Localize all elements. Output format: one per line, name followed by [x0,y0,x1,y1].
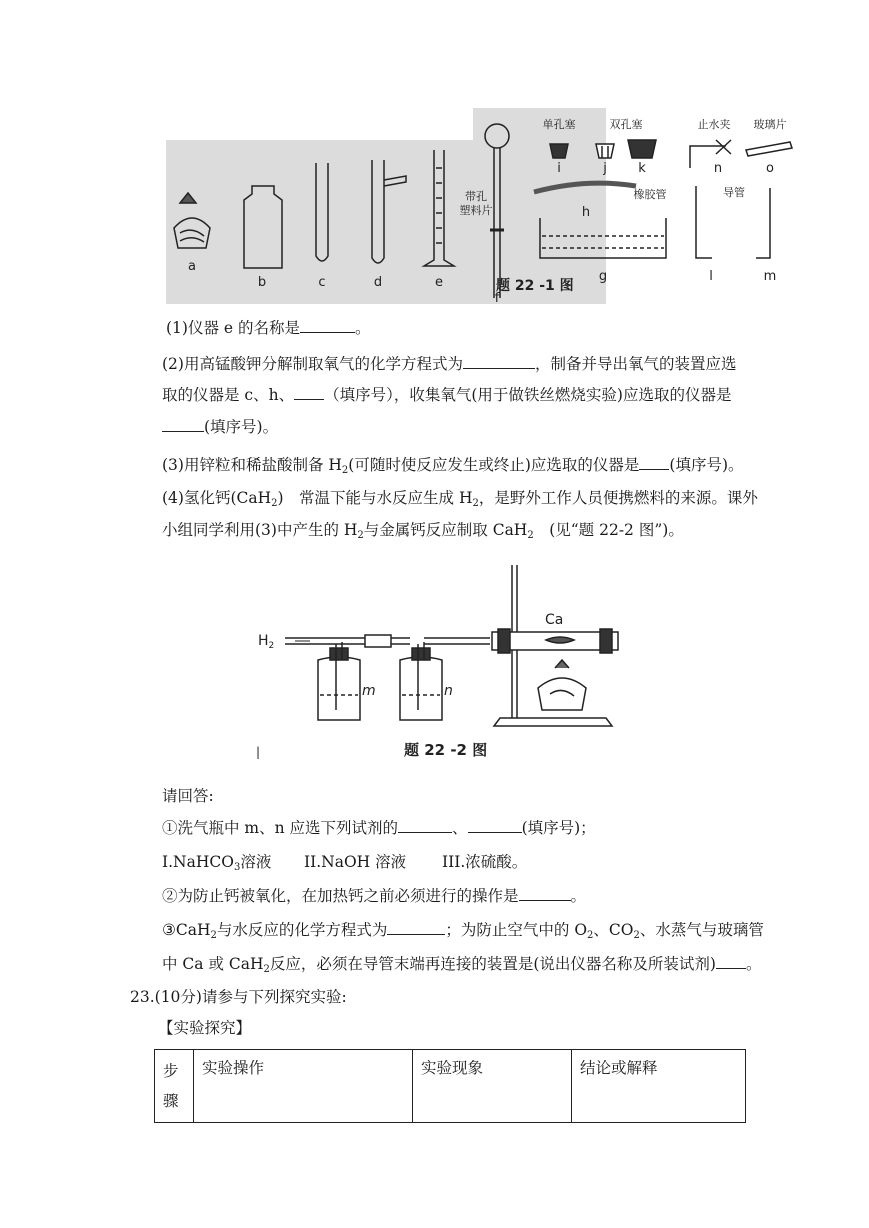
question-4-line-2: 小组同学利用(3)中产生的 $H_2$与金属钙反应制取 CaH$_2$ (见“题 22-2 图”)。 [162,521,684,541]
blank-2b[interactable] [294,385,324,400]
label-o: o [766,161,774,176]
experiment-table [154,1049,746,1123]
question-23-title: 23.(10分)请参与下列探究实验: [130,988,347,1006]
figure-22-1 [166,108,787,308]
label-perforated-plate-2: 塑料片 [459,204,493,217]
figure-22-2 [250,560,630,765]
header-phenomenon: 实验现象 [413,1050,572,1123]
blank-s3a[interactable] [387,920,445,935]
question-4-line-1: (4)氢化钙(CaH$_2$) 常温下能与水反应生成 $H_2$，是野外工作人员便携燃料的来源。课外 [162,489,758,509]
label-h2: $H_2$ [258,633,275,651]
sub-question-3-line-2: 中 Ca 或 CaH$_2$反应，必须在导管末端再连接的装置是(说出仪器名称及所装试剂) 。 [162,955,762,975]
blank-s3b[interactable] [716,954,746,969]
question-2-line-3: (填序号)。 [162,417,278,437]
label-k: k [638,161,646,176]
blank-2c[interactable] [162,417,204,432]
blank-1[interactable] [300,318,355,333]
option-3: III.浓硫酸。 [442,853,528,871]
question-3: (3)用锌粒和稀盐酸制备 $H_2$(可随时使反应发生或终止)应选取的仪器是 (填序号)。 [162,456,744,476]
section-heading: 【实验探究】 [158,1019,252,1037]
label-i: i [557,161,561,176]
label-n: n [713,161,723,176]
header-operation: 实验操作 [194,1050,413,1123]
label-c: c [318,275,326,290]
label-b: b [257,275,267,290]
label-single-stopper: 单孔塞 [542,118,576,131]
label-perforated-plate-1: 带孔 [465,190,487,203]
label-a: a [188,259,196,274]
blank-s1a[interactable] [398,818,452,833]
header-step: 步 骤 [155,1050,194,1123]
label-l: l [709,269,713,284]
label-h: h [581,205,591,220]
label-g: g [598,269,608,284]
label-ca: Ca [545,612,564,628]
blank-2a[interactable] [463,354,535,369]
sub-question-2: ②为防止钙被氧化，在加热钙之前必须进行的操作是 。 [162,887,587,905]
label-m: m [763,269,777,284]
question-2-line-1: (2)用高锰酸钾分解制取氧气的化学方程式为 ，制备并导出氧气的装置应选 [162,355,737,373]
figure-caption-22-2: 题 22 -2 图 [404,741,488,759]
blank-s2[interactable] [519,886,571,901]
label-e: e [435,275,443,290]
label-clamp: 止水夹 [697,118,731,131]
label-n: n [444,683,453,699]
figure-caption-22-1: 题 22 -1 图 [496,278,574,294]
sub-question-1: ①洗气瓶中 m、n 应选下列试剂的 、 (填序号)； [162,819,596,837]
sub-question-3-line-1: ③CaH$_2$与水反应的化学方程式为 ；为防止空气中的 $O_2$、$CO_2$、水蒸气与玻璃管 [162,921,764,941]
options [162,852,528,873]
label-d: d [373,275,383,290]
label-j: j [603,161,607,176]
table-row [155,1050,746,1123]
answer-intro: 请回答: [162,787,214,805]
blank-3[interactable] [639,455,669,470]
option-1: I.NaHCO$_3$溶液 [162,853,272,873]
label-glass-plate: 玻璃片 [753,118,787,131]
label-double-stopper: 双孔塞 [609,118,643,131]
mark: | [256,745,261,759]
label-m: m [362,683,376,699]
blank-s1b[interactable] [468,818,522,833]
label-conduit: 导管 [723,186,745,199]
label-f: f [494,291,500,306]
question-1: (1)仪器 e 的名称是 。 [166,319,371,337]
label-rubber-tube: 橡胶管 [633,188,667,201]
question-2-line-2: 取的仪器是 c、h、 （填序号），收集氧气(用于做铁丝燃烧实验)应选取的仪器是 [162,386,732,404]
header-conclusion: 结论或解释 [572,1050,746,1123]
option-2: II.NaOH 溶液 [304,853,407,871]
